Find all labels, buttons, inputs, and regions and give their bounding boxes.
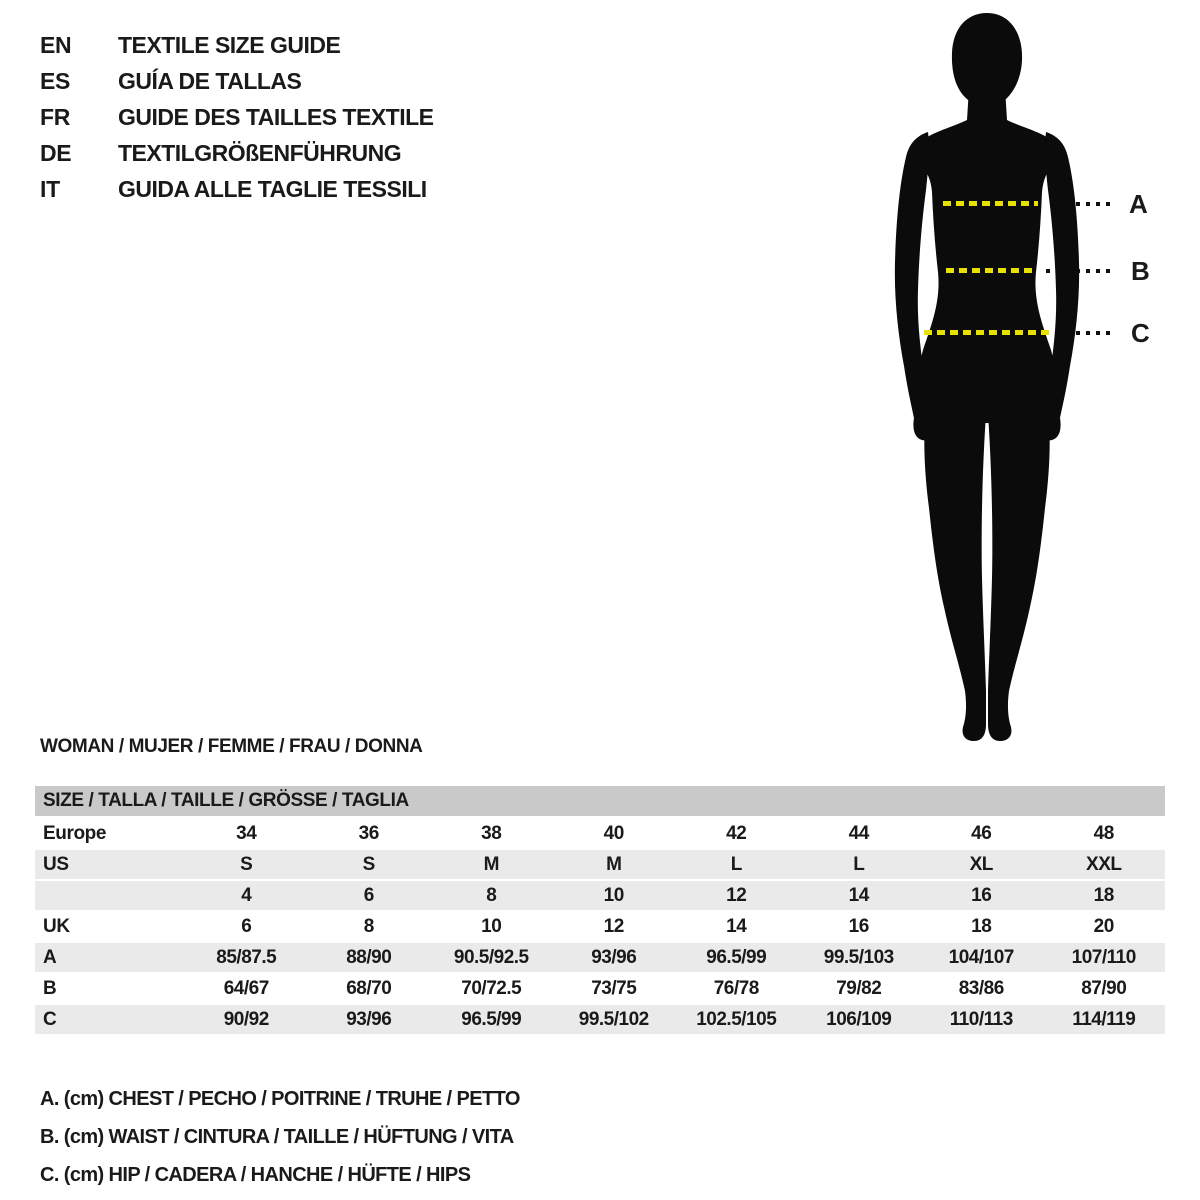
size-cell: XXL xyxy=(1086,853,1122,875)
size-table-header: SIZE / TALLA / TAILLE / GRÖSSE / TAGLIA xyxy=(35,786,1165,816)
size-cell: 20 xyxy=(1093,915,1114,937)
legend-line-b: B. (cm) WAIST / CINTURA / TAILLE / HÜFTUNG / VITA xyxy=(40,1126,514,1148)
language-row-en xyxy=(40,27,434,63)
row-label: B xyxy=(43,977,57,999)
size-cell: 8 xyxy=(363,915,374,937)
size-cell: 12 xyxy=(726,884,747,906)
language-code: EN xyxy=(40,31,72,58)
size-cell: 48 xyxy=(1093,822,1114,844)
language-code: DE xyxy=(40,139,72,166)
row-label: UK xyxy=(43,915,70,937)
table-row-europe xyxy=(35,819,1165,848)
size-cell: 99.5/102 xyxy=(578,1008,649,1030)
table-row-us xyxy=(35,850,1165,879)
table-row-us-numeric xyxy=(35,881,1165,910)
silhouette-torso xyxy=(916,88,1058,423)
size-cell: 12 xyxy=(603,915,624,937)
size-cell: 79/82 xyxy=(836,977,882,999)
measure-legend xyxy=(40,1080,520,1194)
size-cell: 106/109 xyxy=(826,1008,892,1030)
guide-title: GUÍA DE TALLAS xyxy=(118,67,302,94)
size-cell: 6 xyxy=(363,884,374,906)
size-cell: 44 xyxy=(848,822,869,844)
size-cell: 104/107 xyxy=(948,946,1014,968)
language-row-it xyxy=(40,171,434,207)
size-cell: 16 xyxy=(848,915,869,937)
size-cell: 83/86 xyxy=(958,977,1004,999)
size-cell: 102.5/105 xyxy=(696,1008,777,1030)
size-cell: 96.5/99 xyxy=(706,946,767,968)
size-cell: L xyxy=(730,853,742,875)
size-cell: 16 xyxy=(971,884,992,906)
size-cell: 110/113 xyxy=(949,1008,1013,1030)
size-cell: 68/70 xyxy=(346,977,392,999)
size-cell: S xyxy=(362,853,375,875)
size-cell: 8 xyxy=(486,884,497,906)
legend-line-a: A. (cm) CHEST / PECHO / POITRINE / TRUHE / PETTO xyxy=(40,1088,520,1110)
size-table xyxy=(35,786,1165,1036)
size-cell: 93/96 xyxy=(346,1008,392,1030)
legend-line-c: C. (cm) HIP / CADERA / HANCHE / HÜFTE / HIPS xyxy=(40,1164,471,1186)
size-cell: 40 xyxy=(603,822,624,844)
size-cell: 42 xyxy=(726,822,747,844)
size-cell: 88/90 xyxy=(346,946,392,968)
guide-title: GUIDA ALLE TAGLIE TESSILI xyxy=(118,175,427,202)
silhouette-left-leg xyxy=(924,390,987,741)
language-title-list xyxy=(40,27,434,207)
row-label: Europe xyxy=(43,822,107,844)
size-cell: 90/92 xyxy=(223,1008,269,1030)
size-cell: 6 xyxy=(241,915,252,937)
size-cell: 64/67 xyxy=(223,977,269,999)
size-cell: 87/90 xyxy=(1081,977,1127,999)
size-cell: 99.5/103 xyxy=(823,946,894,968)
size-cell: 93/96 xyxy=(591,946,637,968)
size-cell: 90.5/92.5 xyxy=(453,946,529,968)
size-cell: 18 xyxy=(1093,884,1114,906)
size-cell: M xyxy=(483,853,499,875)
table-row-uk xyxy=(35,912,1165,941)
row-label: C xyxy=(43,1008,57,1030)
section-title: WOMAN / MUJER / FEMME / FRAU / DONNA xyxy=(40,736,423,757)
table-row-a xyxy=(35,943,1165,972)
woman-silhouette xyxy=(870,4,1110,744)
size-cell: 14 xyxy=(726,915,747,937)
row-label: US xyxy=(43,853,69,875)
guide-title: TEXTILE SIZE GUIDE xyxy=(118,31,341,58)
table-row-c xyxy=(35,1005,1165,1034)
measure-label-b: B xyxy=(1131,256,1150,286)
size-cell: 10 xyxy=(603,884,624,906)
size-cell: 76/78 xyxy=(713,977,759,999)
size-cell: 107/110 xyxy=(1071,946,1136,968)
size-cell: 114/119 xyxy=(1072,1008,1136,1030)
size-table-body xyxy=(35,819,1165,1034)
table-row-b xyxy=(35,974,1165,1003)
language-row-fr xyxy=(40,99,434,135)
hip-line-dashes xyxy=(924,330,1049,335)
guide-title: TEXTILGRÖßENFÜHRUNG xyxy=(118,139,402,166)
silhouette-left-arm xyxy=(895,132,933,440)
language-code: FR xyxy=(40,103,71,130)
size-cell: XL xyxy=(969,853,993,875)
size-cell: 14 xyxy=(848,884,869,906)
measure-label-a: A xyxy=(1129,189,1148,219)
language-row-es xyxy=(40,63,434,99)
size-cell: 85/87.5 xyxy=(216,946,277,968)
chest-line-dashes xyxy=(943,201,1038,206)
silhouette-right-leg xyxy=(987,390,1050,741)
size-cell: 4 xyxy=(241,884,252,906)
size-cell: S xyxy=(240,853,253,875)
size-cell: 10 xyxy=(481,915,502,937)
size-cell: 70/72.5 xyxy=(461,977,522,999)
size-cell: 73/75 xyxy=(591,977,637,999)
language-code: IT xyxy=(40,175,60,202)
waist-line-dashes xyxy=(946,268,1034,273)
size-cell: L xyxy=(853,853,865,875)
size-cell: 36 xyxy=(358,822,379,844)
silhouette-right-arm xyxy=(1041,132,1079,440)
guide-title: GUIDE DES TAILLES TEXTILE xyxy=(118,103,434,130)
size-cell: 34 xyxy=(236,822,257,844)
size-cell: 38 xyxy=(481,822,502,844)
language-row-de xyxy=(40,135,434,171)
row-label: A xyxy=(43,946,57,968)
size-cell: M xyxy=(606,853,622,875)
measure-label-c: C xyxy=(1131,318,1150,348)
language-code: ES xyxy=(40,67,71,94)
size-cell: 18 xyxy=(971,915,992,937)
size-cell: 96.5/99 xyxy=(461,1008,522,1030)
size-cell: 46 xyxy=(971,822,992,844)
